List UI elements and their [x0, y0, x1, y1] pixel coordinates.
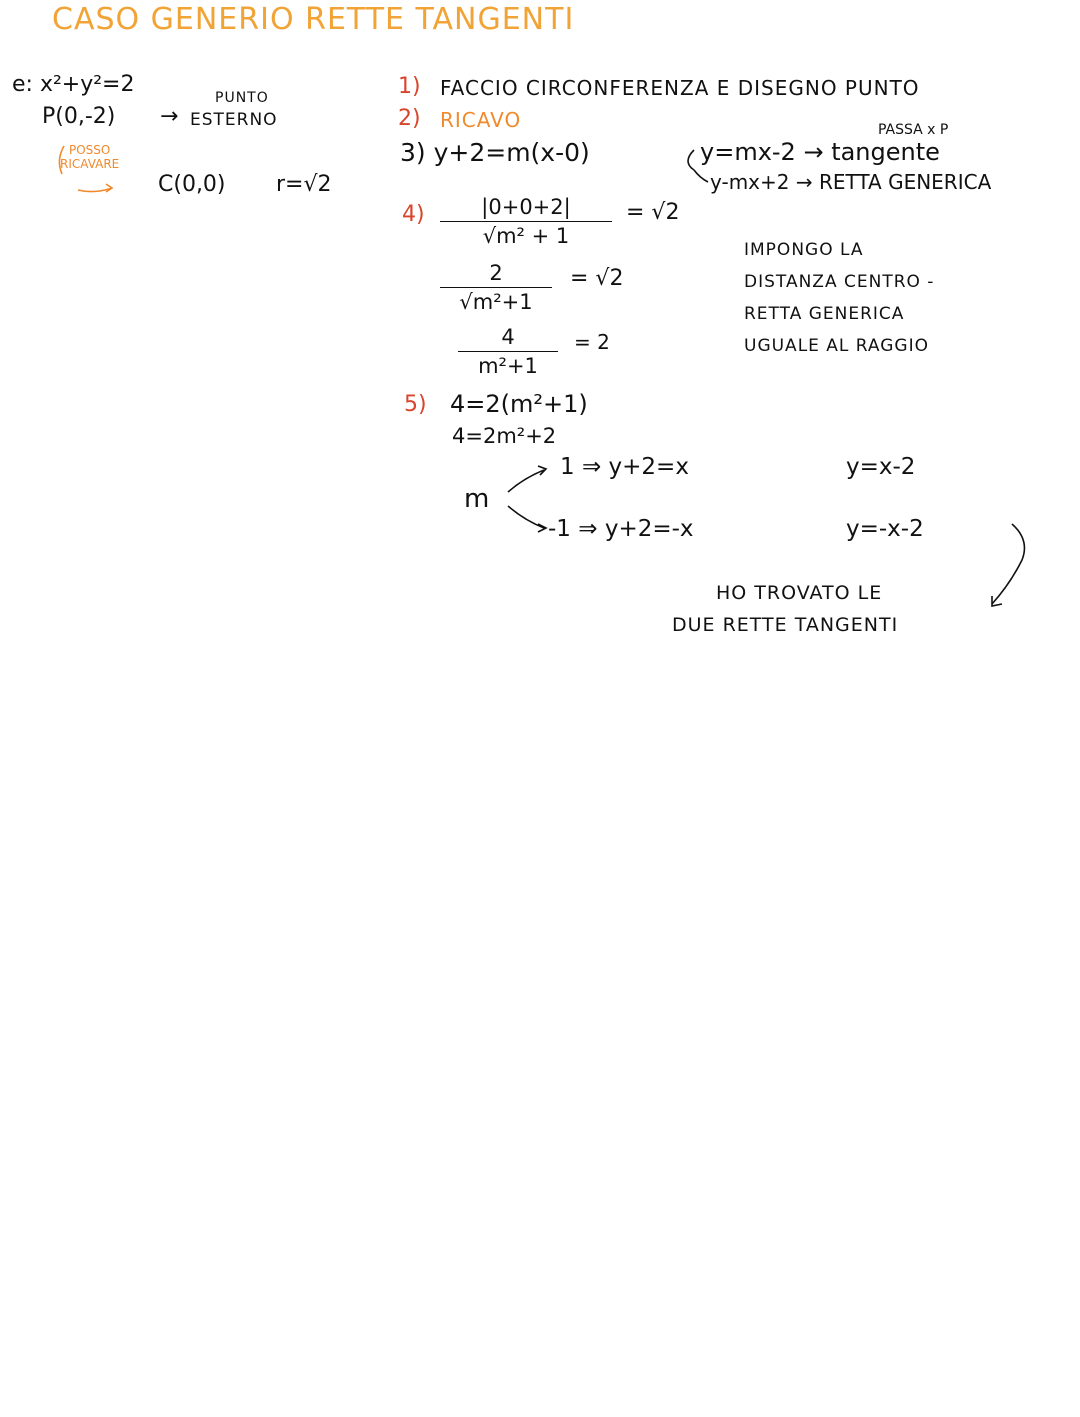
- step5-number: 5): [404, 392, 427, 417]
- step4-number: 4): [402, 202, 425, 227]
- step3-passa-note: PASSA x P: [878, 122, 949, 138]
- tangent-line-2: y=-x-2: [846, 516, 924, 542]
- step3-equation: 3) y+2=m(x-0): [400, 138, 590, 167]
- fraction2-numerator: 2: [489, 261, 503, 285]
- branch-positive: 1 ⇒ y+2=x: [560, 454, 689, 480]
- point-coordinates: P(0,-2): [42, 104, 116, 129]
- circle-center: C(0,0): [158, 172, 226, 197]
- fraction2-denominator: √m²+1: [459, 290, 533, 314]
- step2-number: 2): [398, 106, 421, 131]
- fraction3-numerator: 4: [501, 325, 515, 349]
- branch-negative: -1 ⇒ y+2=-x: [548, 516, 694, 542]
- step3-generic-line: y-mx+2 → RETTA GENERICA: [710, 170, 992, 194]
- fraction1-numerator: |0+0+2|: [481, 195, 571, 219]
- fraction3-denominator: m²+1: [478, 354, 538, 378]
- step4-result-2: = √2: [570, 266, 624, 291]
- step4-note-line3: RETTA GENERICA: [744, 304, 905, 324]
- step3-connector: [694, 170, 708, 182]
- circle-radius: r=√2: [276, 172, 332, 197]
- step1-number: 1): [398, 74, 421, 99]
- esterno-label: ESTERNO: [190, 110, 278, 130]
- page-title: CASO GENERIO RETTE TANGENTI: [52, 2, 575, 37]
- step5-line-1: 4=2(m²+1): [450, 390, 588, 418]
- step3-bracket: [688, 150, 694, 170]
- side-note-bracket: [59, 146, 64, 174]
- punto-label: PUNTO: [215, 90, 269, 106]
- conclusion-arrow: [992, 524, 1024, 604]
- point-arrow: →: [160, 104, 179, 129]
- step4-result-1: = √2: [626, 200, 680, 225]
- step5-line-2: 4=2m²+2: [452, 424, 557, 448]
- step4-result-3: = 2: [574, 330, 610, 354]
- conclusion-line-2: DUE RETTE TANGENTI: [672, 614, 899, 636]
- circle-equation: e: x²+y²=2: [12, 72, 135, 97]
- side-note-line1: POSSO: [68, 143, 111, 157]
- branch-up-arrow: [508, 470, 544, 492]
- step2-text: RICAVO: [440, 108, 522, 132]
- slope-variable: m: [464, 484, 490, 514]
- step4-note-line1: IMPONGO LA: [744, 240, 864, 260]
- step3-tangent-line: y=mx-2 → tangente: [700, 138, 940, 166]
- tangent-line-1: y=x-2: [846, 454, 916, 480]
- side-note-line2: RICAVARE: [60, 157, 120, 171]
- step4-note-line4: UGUALE AL RAGGIO: [744, 336, 930, 356]
- side-note-arrowhead: [106, 184, 112, 192]
- step1-text: FACCIO CIRCONFERENZA E DISEGNO PUNTO: [440, 76, 920, 100]
- conclusion-line-1: HO TROVATO LE: [716, 582, 883, 604]
- step4-note-line2: DISTANZA CENTRO -: [744, 272, 935, 292]
- fraction1-denominator: √m² + 1: [482, 224, 570, 248]
